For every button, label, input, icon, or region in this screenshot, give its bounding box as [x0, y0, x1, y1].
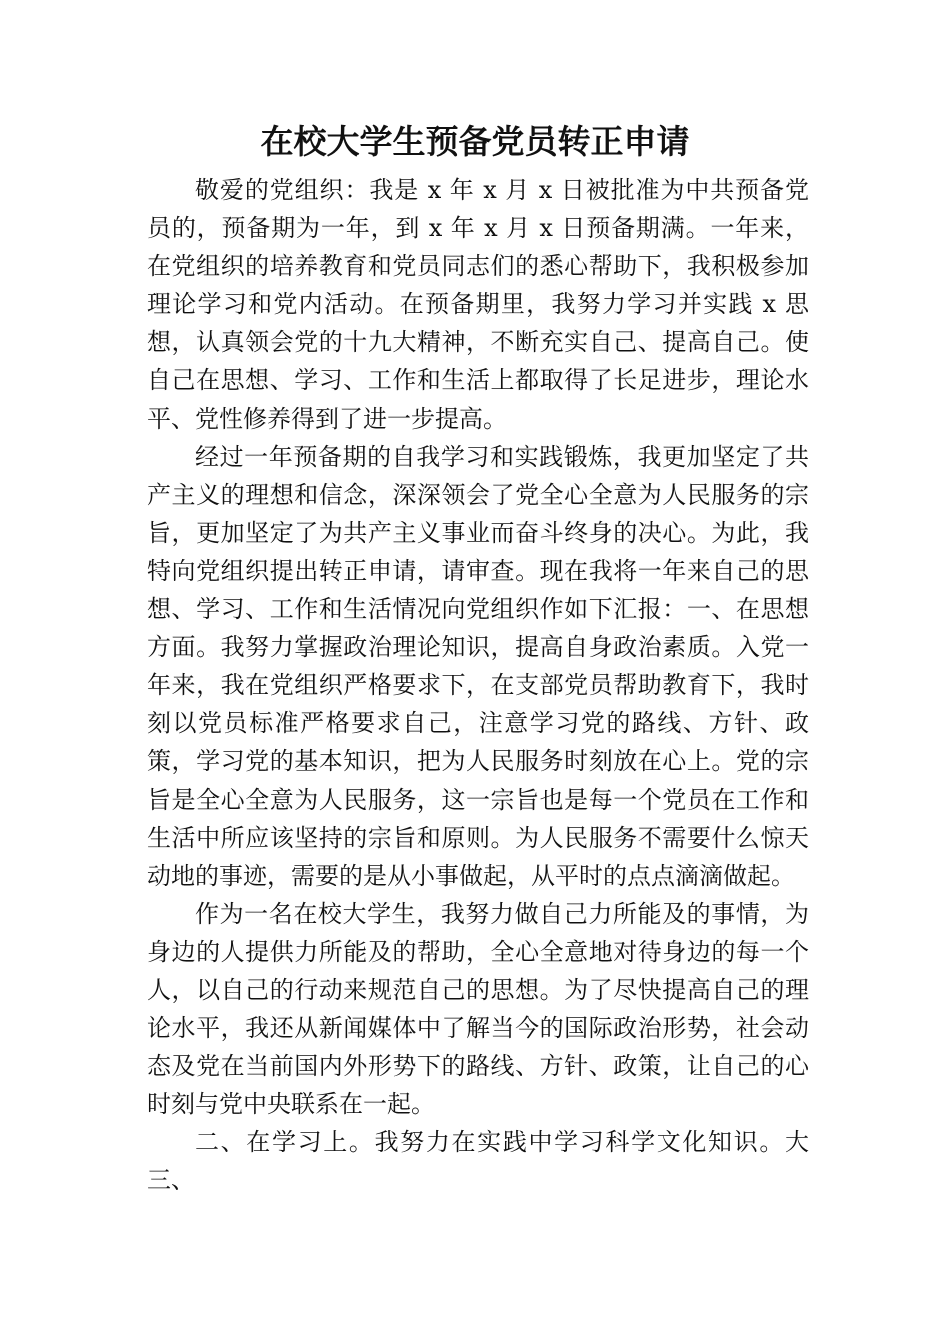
paragraph-4: 二、在学习上。我努力在实践中学习科学文化知识。大三、	[147, 1128, 809, 1195]
document-title: 在校大学生预备党员转正申请	[260, 122, 690, 161]
paragraph-1: 敬爱的党组织：我是 x 年 x 月 x 日被批准为中共预备党员的，预备期为一年，到 x 年 x 月 x 日预备期满。一年来，在党组织的培养教育和党员同志们的悉心帮助下，我积极参加理论学习和党内活动。在预备期里，我努力学习并实践 x 思想，认真领会党的十九大精神，不断充实自己、提高自己。使自己在思想、学习、工作和生活上都取得了长足进步，理论水平、党性修养得到了进一步提高。	[147, 176, 809, 433]
paragraph-2: 经过一年预备期的自我学习和实践锻炼，我更加坚定了共产主义的理想和信念，深深领会了党全心全意为人民服务的宗旨，更加坚定了为共产主义事业而奋斗终身的决心。为此，我特向党组织提出转正申请，请审查。现在我将一年来自己的思想、学习、工作和生活情况向党组织作如下汇报：一、在思想方面。我努力掌握政治理论知识，提高自身政治素质。入党一年来，我在党组织严格要求下，在支部党员帮助教育下，我时刻以党员标准严格要求自己，注意学习党的路线、方针、政策，学习党的基本知识，把为人民服务时刻放在心上。党的宗旨是全心全意为人民服务，这一宗旨也是每一个党员在工作和生活中所应该坚持的宗旨和原则。为人民服务不需要什么惊天动地的事迹，需要的是从小事做起，从平时的点点滴滴做起。	[147, 442, 809, 890]
paragraph-3: 作为一名在校大学生，我努力做自己力所能及的事情，为身边的人提供力所能及的帮助，全心全意地对待身边的每一个人，以自己的行动来规范自己的思想。为了尽快提高自己的理论水平，我还从新闻媒体中了解当今的国际政治形势，社会动态及党在当前国内外形势下的路线、方针、政策，让自己的心时刻与党中央联系在一起。	[147, 899, 809, 1119]
document-body	[147, 171, 809, 1200]
